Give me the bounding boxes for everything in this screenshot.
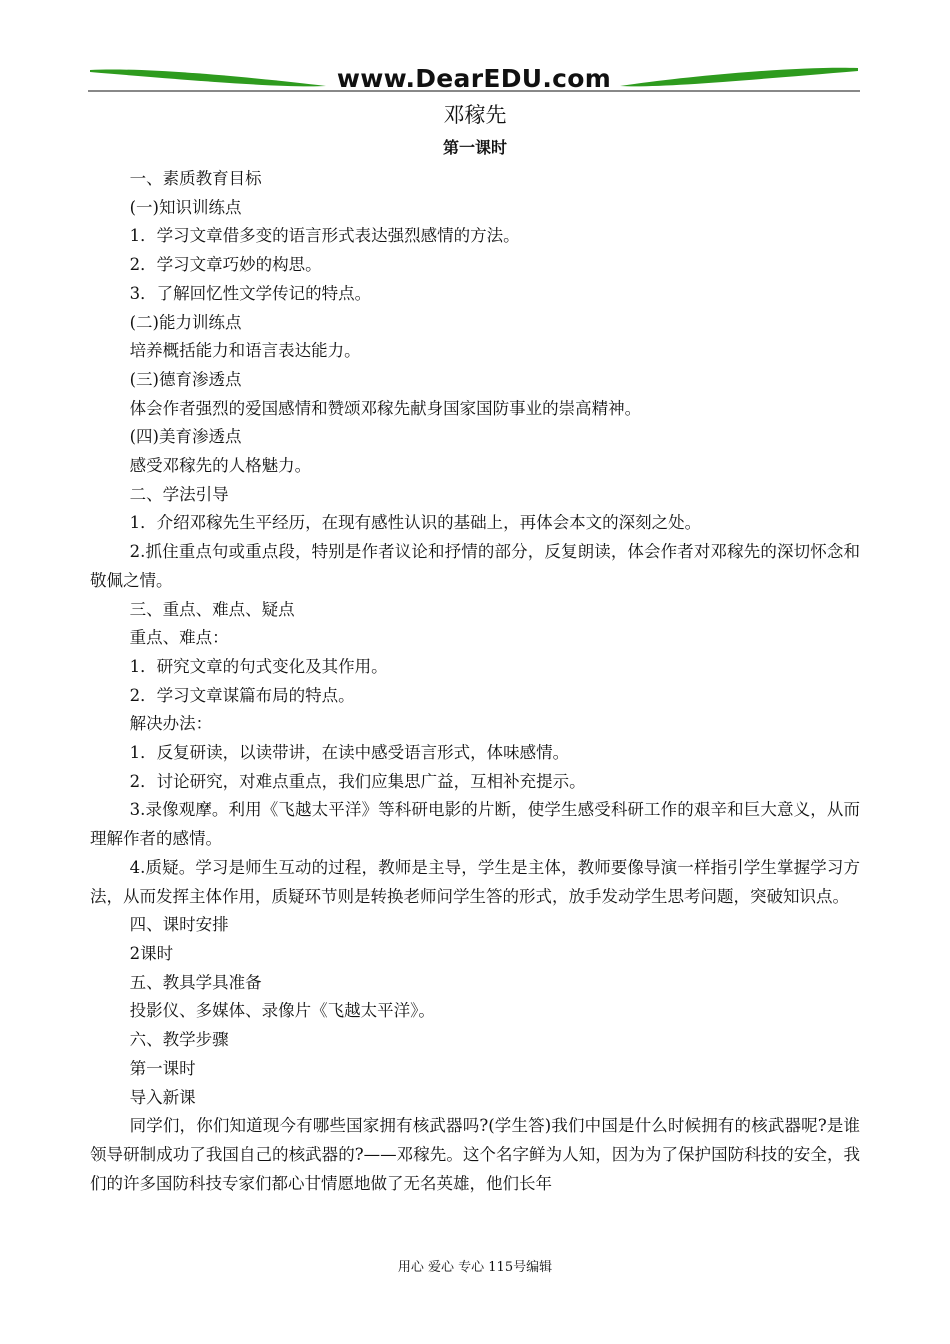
document-body: [90, 165, 860, 1198]
body-paragraph: 1．反复研读，以读带讲，在读中感受语言形式，体味感情。: [129, 743, 570, 763]
page-title: 邓稼先: [443, 103, 507, 127]
body-paragraph: 2．讨论研究，对难点重点，我们应集思广益，互相补充提示。: [129, 771, 586, 791]
body-paragraph: 2课时: [129, 943, 174, 963]
body-paragraph: 重点、难点：: [129, 628, 229, 648]
body-paragraph: 四、课时安排: [129, 915, 229, 935]
body-paragraph: 1．介绍邓稼先生平经历，在现有感性认识的基础上，再体会本文的深刻之处。: [129, 513, 702, 533]
body-paragraph: 1．研究文章的句式变化及其作用。: [129, 656, 388, 676]
body-paragraph: 1．学习文章借多变的语言形式表达强烈感情的方法。: [129, 226, 520, 246]
body-paragraph: 五、教具学具准备: [129, 972, 262, 992]
body-paragraph: 解决办法：: [129, 714, 213, 734]
body-paragraph: (四)美育渗透点: [129, 427, 242, 447]
body-paragraph: 六、教学步骤: [129, 1030, 229, 1050]
body-paragraph: (一)知识训练点: [129, 197, 242, 217]
body-paragraph: (二)能力训练点: [129, 312, 242, 332]
body-paragraph: 3．了解回忆性文学传记的特点。: [129, 283, 372, 303]
body-paragraph: 二、学法引导: [129, 484, 229, 504]
body-paragraph: 2.抓住重点句或重点段，特别是作者议论和抒情的部分，反复朗读，体会作者对邓稼先的深切怀念和敬佩之情。: [90, 542, 860, 590]
body-paragraph: 培养概括能力和语言表达能力。: [129, 341, 361, 361]
body-paragraph: 导入新课: [129, 1087, 196, 1107]
body-paragraph: (三)德育渗透点: [129, 369, 242, 389]
body-paragraph: 2．学习文章巧妙的构思。: [129, 255, 322, 275]
body-paragraph: 三、重点、难点、疑点: [129, 599, 295, 619]
body-paragraph: 2．学习文章谋篇布局的特点。: [129, 685, 355, 705]
page-subtitle: 第一课时: [442, 138, 507, 157]
body-paragraph: 同学们，你们知道现今有哪些国家拥有核武器吗?(学生答)我们中国是什么时候拥有的核武器呢?是谁领导研制成功了我国自己的核武器的?——邓稼先。这个名字鲜为人知，因为为了保护国防科技的安全，我们的许多国防科技专家们都心甘情愿地做了无名英雄，他们长年: [90, 1116, 860, 1193]
site-header-banner: [88, 58, 860, 98]
body-paragraph: 3.录像观摩。利用《飞越太平洋》等科研电影的片断，使学生感受科研工作的艰辛和巨大意义，从而理解作者的感情。: [90, 800, 860, 849]
site-logo[interactable]: www.DearEDU.com: [336, 64, 612, 93]
body-paragraph: 一、素质教育目标: [129, 169, 262, 188]
page-footer: 用心 爱心 专心 115号编辑: [397, 1260, 553, 1275]
body-paragraph: 4.质疑。学习是师生互动的过程，教师是主导，学生是主体，教师要像导演一样指引学生掌握学习方法，从而发挥主体作用，质疑环节则是转换老师问学生答的形式，放手发动学生思考问题，突破知识点。: [90, 857, 860, 906]
body-paragraph: 投影仪、多媒体、录像片《飞越太平洋》。: [129, 1001, 435, 1021]
body-paragraph: 第一课时: [129, 1058, 196, 1078]
body-paragraph: 感受邓稼先的人格魅力。: [129, 456, 312, 476]
body-paragraph: 体会作者强烈的爱国感情和赞颂邓稼先献身国家国防事业的崇高精神。: [129, 398, 642, 418]
